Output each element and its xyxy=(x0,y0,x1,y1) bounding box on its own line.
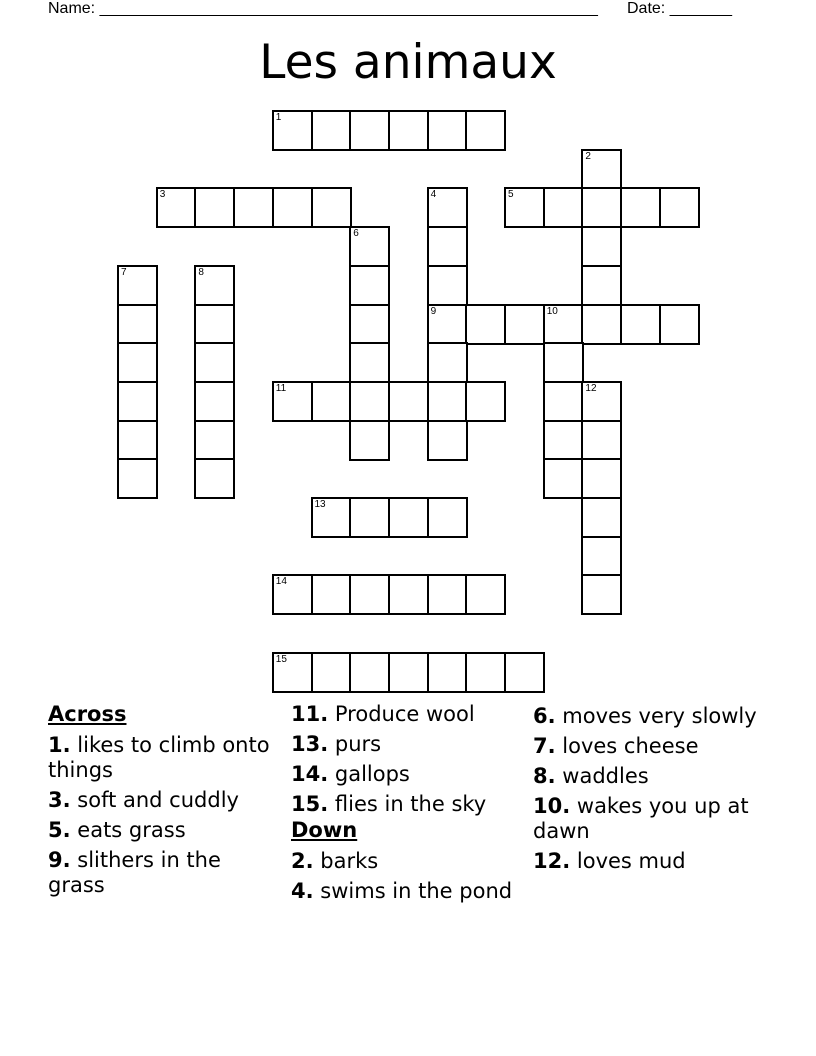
cell-number: 9 xyxy=(430,305,437,317)
clue-item xyxy=(48,788,278,813)
grid-cell[interactable] xyxy=(349,110,390,151)
clue-text: soft and cuddly xyxy=(77,788,239,812)
clue-item xyxy=(48,733,278,783)
grid-cell[interactable] xyxy=(659,187,700,228)
clue-number: 4. xyxy=(291,879,314,903)
cell-number: 15 xyxy=(275,653,287,665)
grid-cell[interactable] xyxy=(349,304,390,345)
clue-number: 2. xyxy=(291,849,314,873)
grid-cell[interactable] xyxy=(194,420,235,461)
grid-cell[interactable] xyxy=(272,381,313,422)
grid-cell[interactable] xyxy=(581,226,622,267)
grid-cell[interactable] xyxy=(427,574,468,615)
down-clue-list-continued xyxy=(533,704,763,874)
grid-cell[interactable] xyxy=(117,381,158,422)
grid-cell[interactable] xyxy=(581,304,622,345)
clue-number: 10. xyxy=(533,794,571,818)
grid-cell[interactable] xyxy=(194,265,235,306)
grid-cell[interactable] xyxy=(117,265,158,306)
grid-cell[interactable] xyxy=(194,187,235,228)
cell-number: 1 xyxy=(275,112,282,123)
grid-cell[interactable] xyxy=(427,304,468,345)
clue-text: barks xyxy=(320,849,379,873)
clue-text: likes to climb onto things xyxy=(48,733,270,782)
clue-number: 6. xyxy=(533,704,556,728)
grid-cell[interactable] xyxy=(620,187,661,228)
clue-item xyxy=(533,704,763,729)
cell-number: 4 xyxy=(430,189,437,201)
grid-cell[interactable] xyxy=(543,458,584,499)
clue-item xyxy=(533,794,763,844)
grid-cell[interactable] xyxy=(465,304,506,345)
grid-cell[interactable] xyxy=(117,458,158,499)
grid-cell[interactable] xyxy=(620,304,661,345)
grid-cell[interactable] xyxy=(311,574,352,615)
clue-number: 13. xyxy=(291,732,329,756)
grid-cell[interactable] xyxy=(272,110,313,151)
grid-cell[interactable] xyxy=(427,187,468,228)
cell-number: 5 xyxy=(508,189,514,201)
clue-item xyxy=(291,792,526,817)
grid-cell[interactable] xyxy=(465,652,506,693)
grid-cell[interactable] xyxy=(427,381,468,422)
grid-cell[interactable] xyxy=(388,381,429,422)
clue-text: loves cheese xyxy=(562,734,699,758)
clue-number: 12. xyxy=(533,849,571,873)
clue-text: flies in the sky xyxy=(334,792,487,816)
cell-number: 13 xyxy=(314,499,326,510)
grid-cell[interactable] xyxy=(581,574,622,615)
grid-cell[interactable] xyxy=(659,304,700,345)
name-field[interactable]: Name: ________________________________________________________ xyxy=(48,0,598,17)
grid-cell[interactable] xyxy=(581,381,622,422)
clue-item xyxy=(291,702,526,727)
clue-text: eats grass xyxy=(77,818,186,842)
grid-cell[interactable] xyxy=(388,497,429,538)
grid-cell[interactable] xyxy=(543,420,584,461)
grid-cell[interactable] xyxy=(311,497,352,538)
grid-cell[interactable] xyxy=(349,381,390,422)
grid-cell[interactable] xyxy=(194,458,235,499)
clue-text: loves mud xyxy=(576,849,686,873)
grid-cell[interactable] xyxy=(543,381,584,422)
grid-cell[interactable] xyxy=(194,381,235,422)
grid-cell[interactable] xyxy=(581,149,622,190)
grid-cell[interactable] xyxy=(349,265,390,306)
clue-number: 15. xyxy=(291,792,329,816)
grid-cell[interactable] xyxy=(465,110,506,151)
grid-cell[interactable] xyxy=(349,652,390,693)
across-clue-list xyxy=(48,733,278,898)
grid-cell[interactable] xyxy=(194,342,235,383)
clue-text: purs xyxy=(334,732,382,756)
down-clue-list xyxy=(291,849,526,904)
clue-number: 7. xyxy=(533,734,556,758)
clue-item xyxy=(533,849,763,874)
grid-cell[interactable] xyxy=(388,652,429,693)
grid-cell[interactable] xyxy=(349,342,390,383)
grid-cell[interactable] xyxy=(388,110,429,151)
cell-number: 2 xyxy=(585,150,591,162)
clue-number: 9. xyxy=(48,848,71,872)
grid-cell[interactable] xyxy=(349,497,390,538)
clue-text: moves very slowly xyxy=(562,704,757,728)
cell-number: 12 xyxy=(585,382,597,394)
grid-cell[interactable] xyxy=(465,574,506,615)
clue-item xyxy=(291,762,526,787)
clue-text: gallops xyxy=(334,762,410,786)
clue-text: waddles xyxy=(562,764,649,788)
clue-item xyxy=(291,879,526,904)
grid-cell[interactable] xyxy=(427,342,468,383)
clue-text: swims in the pond xyxy=(320,879,513,903)
grid-cell[interactable] xyxy=(504,187,545,228)
clues-column-2 xyxy=(291,702,526,909)
cell-number: 8 xyxy=(198,266,204,278)
grid-cell[interactable] xyxy=(117,304,158,345)
clue-item xyxy=(533,764,763,789)
cell-number: 6 xyxy=(353,228,359,240)
clue-item xyxy=(48,848,278,898)
grid-cell[interactable] xyxy=(581,458,622,499)
grid-cell[interactable] xyxy=(272,187,313,228)
clue-text: Produce wool xyxy=(334,702,475,726)
grid-cell[interactable] xyxy=(581,536,622,577)
grid-cell[interactable] xyxy=(311,110,352,151)
grid-cell[interactable] xyxy=(156,187,197,228)
grid-cell[interactable] xyxy=(543,304,584,345)
grid-cell[interactable] xyxy=(543,342,584,383)
grid-cell[interactable] xyxy=(388,574,429,615)
grid-cell[interactable] xyxy=(504,304,545,345)
across-heading: Across xyxy=(48,702,127,726)
grid-cell[interactable] xyxy=(349,420,390,461)
grid-cell[interactable] xyxy=(465,381,506,422)
grid-cell[interactable] xyxy=(117,342,158,383)
grid-cell[interactable] xyxy=(427,265,468,306)
grid-cell[interactable] xyxy=(427,497,468,538)
grid-cell[interactable] xyxy=(581,187,622,228)
across-clue-list-continued xyxy=(291,702,526,817)
clues-column-3 xyxy=(533,704,763,879)
grid-cell[interactable] xyxy=(311,187,352,228)
clues-column-1 xyxy=(48,702,278,903)
cell-number: 14 xyxy=(275,576,287,588)
clue-item xyxy=(533,734,763,759)
grid-cell[interactable] xyxy=(543,187,584,228)
clue-number: 14. xyxy=(291,762,329,786)
grid-cell[interactable] xyxy=(272,574,313,615)
grid-cell[interactable] xyxy=(349,226,390,267)
clue-item xyxy=(291,732,526,757)
grid-cell[interactable] xyxy=(349,574,390,615)
clue-number: 3. xyxy=(48,788,71,812)
grid-cell[interactable] xyxy=(117,420,158,461)
grid-cell[interactable] xyxy=(581,420,622,461)
grid-cell[interactable] xyxy=(194,304,235,345)
clue-number: 8. xyxy=(533,764,556,788)
cell-number: 10 xyxy=(546,305,558,317)
clue-number: 1. xyxy=(48,733,71,757)
cell-number: 7 xyxy=(121,266,127,278)
grid-cell[interactable] xyxy=(311,381,352,422)
grid-cell[interactable] xyxy=(233,187,274,228)
cell-number: 11 xyxy=(275,382,287,394)
clue-text: slithers in the grass xyxy=(48,848,221,897)
clue-number: 11. xyxy=(291,702,329,726)
clue-item xyxy=(48,818,278,843)
grid-cell[interactable] xyxy=(581,265,622,306)
grid-cell[interactable] xyxy=(272,652,313,693)
clue-item xyxy=(291,849,526,874)
clue-text: wakes you up at dawn xyxy=(533,794,749,843)
grid-cell[interactable] xyxy=(427,652,468,693)
cell-number: 3 xyxy=(159,189,166,201)
grid-cell[interactable] xyxy=(311,652,352,693)
down-heading: Down xyxy=(291,818,358,842)
date-field[interactable]: Date: _______ xyxy=(627,0,732,17)
grid-cell[interactable] xyxy=(427,110,468,151)
clue-number: 5. xyxy=(48,818,71,842)
grid-cell[interactable] xyxy=(581,497,622,538)
grid-cell[interactable] xyxy=(427,420,468,461)
grid-cell[interactable] xyxy=(427,226,468,267)
page-title: Les animaux xyxy=(259,35,557,90)
grid-cell[interactable] xyxy=(504,652,545,693)
